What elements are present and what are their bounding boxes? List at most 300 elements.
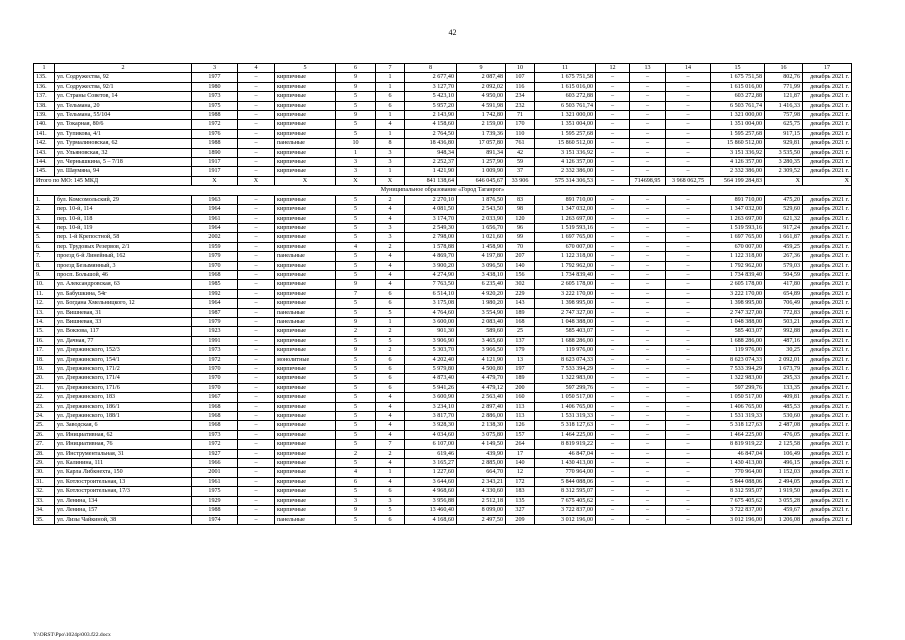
table-cell: – (238, 402, 275, 411)
table-cell: 948,34 (405, 148, 457, 157)
table-cell: – (666, 440, 711, 449)
table-cell: – (238, 449, 275, 458)
table-cell: кирпичные (275, 383, 336, 392)
table-cell: – (596, 327, 630, 336)
table-cell: 7 675 405,62 (711, 496, 765, 505)
table-cell: 1 (376, 167, 405, 176)
table-cell: 4. (34, 223, 55, 232)
table-cell: 136. (34, 82, 55, 91)
table-cell: – (666, 299, 711, 308)
table-cell: – (630, 82, 666, 91)
table-cell: декабрь 2021 г. (803, 92, 852, 101)
table-cell: X (336, 176, 376, 185)
table-cell: 5 (336, 214, 376, 223)
table-cell: 2 138,30 (457, 421, 506, 430)
total-label: Итого по МО: 145 МКД (34, 176, 192, 185)
table-cell: 3 (376, 148, 405, 157)
table-cell: кирпичные (275, 346, 336, 355)
table-cell: 15. (34, 327, 55, 336)
table-cell: – (596, 449, 630, 458)
table-cell: 597 299,76 (535, 383, 596, 392)
table-cell: X (376, 176, 405, 185)
table-cell: 7 763,50 (405, 280, 457, 289)
table-cell: – (596, 355, 630, 364)
table-cell: ул. Инструментальная, 31 (55, 449, 192, 458)
table-cell: 295,33 (765, 374, 803, 383)
table-cell: 2 747 327,00 (535, 308, 596, 317)
table-row (34, 440, 852, 449)
table-cell: – (630, 223, 666, 232)
table-cell: 2 143,90 (405, 111, 457, 120)
table-cell: – (666, 195, 711, 204)
table-cell: 6 (376, 101, 405, 110)
table-cell: пер. 1-й Крепостной, 58 (55, 233, 192, 242)
table-cell: декабрь 2021 г. (803, 252, 852, 261)
table-cell: 8 312 595,07 (535, 487, 596, 496)
table-row (34, 73, 852, 82)
table-cell: 664,70 (457, 468, 506, 477)
table-cell: декабрь 2021 г. (803, 327, 852, 336)
table-cell: 621,32 (765, 214, 803, 223)
table-cell: ул. Дзержинского, 186/1 (55, 402, 192, 411)
table-cell: декабрь 2021 г. (803, 477, 852, 486)
table-cell: 4 034,60 (405, 430, 457, 439)
table-cell: 1963 (192, 195, 238, 204)
table-cell: 232 (506, 101, 535, 110)
table-cell: 234 (506, 92, 535, 101)
table-cell: 13. (34, 308, 55, 317)
table-cell: декабрь 2021 г. (803, 289, 852, 298)
table-cell: декабрь 2021 г. (803, 129, 852, 138)
table-cell: – (666, 506, 711, 515)
table-cell: 9 (336, 111, 376, 120)
column-number: 17 (803, 64, 852, 73)
table-cell: 1 050 517,00 (711, 393, 765, 402)
table-cell: 172 (506, 477, 535, 486)
table-cell: 15 860 512,00 (711, 139, 765, 148)
table-cell: 1964 (192, 299, 238, 308)
table-cell: 1 739,36 (457, 129, 506, 138)
table-cell: – (596, 148, 630, 157)
table-cell: 5 (336, 252, 376, 261)
table-cell: 4 (376, 430, 405, 439)
table-cell: 1979 (192, 252, 238, 261)
table-cell: кирпичные (275, 73, 336, 82)
table-cell: – (630, 111, 666, 120)
table-cell: – (630, 299, 666, 308)
table-cell: 8 312 595,07 (711, 487, 765, 496)
table-cell: 487,16 (765, 336, 803, 345)
table-cell: 1923 (192, 327, 238, 336)
table-cell: 139. (34, 111, 55, 120)
table-cell: – (630, 402, 666, 411)
table-cell: 4 (376, 421, 405, 430)
table-cell: 1 351 004,00 (535, 120, 596, 129)
table-cell: 143. (34, 148, 55, 157)
table-cell: проезд Безымянный, 3 (55, 261, 192, 270)
table-cell: 5 (336, 92, 376, 101)
table-cell: панельные (275, 252, 336, 261)
table-cell: 5 (336, 393, 376, 402)
table-cell: 1 578,88 (405, 242, 457, 251)
table-cell: 4 081,50 (405, 205, 457, 214)
table-cell: 1968 (192, 412, 238, 421)
table-cell: 4 149,50 (457, 440, 506, 449)
table-row (34, 308, 852, 317)
table-cell: 264 (506, 440, 535, 449)
table-cell: 3 722 837,00 (535, 506, 596, 515)
table-row (34, 158, 852, 167)
table-cell: 1 (336, 148, 376, 157)
table-cell: 11. (34, 289, 55, 298)
table-cell: 135. (34, 73, 55, 82)
table-cell: 156 (506, 270, 535, 279)
table-cell: 1917 (192, 167, 238, 176)
table-cell: 3 900,20 (405, 261, 457, 270)
table-cell: кирпичные (275, 148, 336, 157)
table-cell: – (630, 412, 666, 421)
table-cell: – (238, 374, 275, 383)
table-cell: – (596, 365, 630, 374)
table-cell: 12 (506, 468, 535, 477)
table-cell: ул. Тупикова, 4/1 (55, 129, 192, 138)
table-cell: – (630, 487, 666, 496)
table-cell: 772,83 (765, 308, 803, 317)
table-cell: 1 347 032,00 (535, 205, 596, 214)
table-cell: 1 656,70 (457, 223, 506, 232)
table-cell: – (630, 421, 666, 430)
table-cell: ул. Тельмана, 55/104 (55, 111, 192, 120)
table-row (34, 487, 852, 496)
table-cell: 2 332 386,00 (535, 167, 596, 176)
table-row (34, 92, 852, 101)
table-cell: 5 (336, 129, 376, 138)
table-cell: 6 (376, 383, 405, 392)
table-cell: декабрь 2021 г. (803, 393, 852, 402)
table-cell: 564 199 284,83 (711, 176, 765, 185)
table-cell: 1972 (192, 440, 238, 449)
table-cell: 26. (34, 430, 55, 439)
table-cell: кирпичные (275, 289, 336, 298)
table-cell: 1 398 995,00 (535, 299, 596, 308)
table-cell: ул. Дзержинского, 152/3 (55, 346, 192, 355)
table-cell: 4 (376, 402, 405, 411)
table-cell: – (666, 101, 711, 110)
table-row (34, 242, 852, 251)
table-cell: декабрь 2021 г. (803, 280, 852, 289)
table-cell: 714698,95 (630, 176, 666, 185)
table-cell: – (596, 252, 630, 261)
table-cell: кирпичные (275, 223, 336, 232)
table-cell: – (666, 280, 711, 289)
table-cell: 30. (34, 468, 55, 477)
table-cell: – (666, 487, 711, 496)
table-cell: 1 792 962,00 (711, 261, 765, 270)
table-cell: кирпичные (275, 421, 336, 430)
table-cell: – (630, 289, 666, 298)
table-cell: 42 (506, 148, 535, 157)
table-cell: 2 332 386,00 (711, 167, 765, 176)
table-cell: 4 869,70 (405, 252, 457, 261)
table-cell: 5 (336, 402, 376, 411)
table-cell: кирпичные (275, 299, 336, 308)
table-cell: 1991 (192, 336, 238, 345)
table-cell: 1 406 765,00 (535, 402, 596, 411)
table-cell: – (596, 289, 630, 298)
table-row (34, 111, 852, 120)
table-cell: кирпичные (275, 129, 336, 138)
column-number-row (34, 64, 852, 73)
table-cell: 207 (506, 252, 535, 261)
table-cell: кирпичные (275, 158, 336, 167)
table-cell: 3 (376, 496, 405, 505)
table-cell: – (238, 308, 275, 317)
table-cell: декабрь 2021 г. (803, 402, 852, 411)
table-row (34, 430, 852, 439)
table-cell: 4 500,80 (457, 365, 506, 374)
table-cell: 2 605 178,00 (711, 280, 765, 289)
table-cell: 4 (376, 477, 405, 486)
table-cell: – (596, 92, 630, 101)
table-cell: – (596, 421, 630, 430)
table-cell: 7 (336, 289, 376, 298)
table-cell: 120 (506, 214, 535, 223)
table-cell: 5 957,20 (405, 101, 457, 110)
table-cell: – (238, 487, 275, 496)
table-cell: 5 (336, 270, 376, 279)
table-cell: 197 (506, 365, 535, 374)
table-cell: ул. Заводская, 6 (55, 421, 192, 430)
table-cell: – (666, 289, 711, 298)
table-cell: – (630, 205, 666, 214)
column-number: 10 (506, 64, 535, 73)
table-cell: пер. 10-й, 118 (55, 214, 192, 223)
table-cell: 1977 (192, 73, 238, 82)
table-cell: 1988 (192, 139, 238, 148)
table-cell: 6 (376, 515, 405, 524)
table-cell: 8. (34, 261, 55, 270)
table-cell: 1972 (192, 120, 238, 129)
table-cell: декабрь 2021 г. (803, 205, 852, 214)
table-cell: 1 321 000,00 (535, 111, 596, 120)
table-cell: 2002 (192, 233, 238, 242)
table-cell: 2 033,90 (457, 214, 506, 223)
table-cell: – (630, 459, 666, 468)
table-cell: 4 968,60 (405, 487, 457, 496)
table-cell: ул. Дачная, 77 (55, 336, 192, 345)
table-cell: 2 270,10 (405, 195, 457, 204)
table-cell: 302 (506, 280, 535, 289)
table-cell: 3 438,10 (457, 270, 506, 279)
table-cell: декабрь 2021 г. (803, 148, 852, 157)
table-cell: – (666, 148, 711, 157)
table-cell: 3 966,50 (457, 346, 506, 355)
table-cell: 579,03 (765, 261, 803, 270)
table-cell: – (666, 252, 711, 261)
table-cell: 670 007,00 (535, 242, 596, 251)
table-cell: 1 (376, 468, 405, 477)
table-cell: 6 (376, 92, 405, 101)
column-number: 4 (238, 64, 275, 73)
table-cell: 126 (506, 421, 535, 430)
table-cell: 2 083,40 (457, 317, 506, 326)
table-cell: – (238, 383, 275, 392)
table-cell: декабрь 2021 г. (803, 214, 852, 223)
table-cell: – (666, 92, 711, 101)
table-cell: 189 (506, 374, 535, 383)
column-number: 14 (666, 64, 711, 73)
table-cell: – (596, 383, 630, 392)
table-cell: 2 886,00 (457, 412, 506, 421)
table-cell: – (238, 327, 275, 336)
table-cell: 1 416,33 (765, 101, 803, 110)
table-cell: 18 436,80 (405, 139, 457, 148)
column-number: 5 (275, 64, 336, 73)
table-cell: 2 092,02 (457, 82, 506, 91)
table-cell: – (630, 506, 666, 515)
table-cell: декабрь 2021 г. (803, 336, 852, 345)
column-number: 1 (34, 64, 55, 73)
table-cell: панельные (275, 515, 336, 524)
table-cell: 4 873,40 (405, 374, 457, 383)
table-cell: 603 272,88 (535, 92, 596, 101)
table-cell: декабрь 2021 г. (803, 120, 852, 129)
table-cell: – (238, 129, 275, 138)
table-cell: – (596, 280, 630, 289)
table-cell: 160 (506, 393, 535, 402)
table-cell: 5. (34, 233, 55, 242)
table-cell: – (630, 214, 666, 223)
table-cell: кирпичные (275, 327, 336, 336)
table-cell: – (666, 515, 711, 524)
table-cell: ул. Богдана Хмельницкого, 12 (55, 299, 192, 308)
table-cell: 119 976,00 (535, 346, 596, 355)
table-cell: 670 007,00 (711, 242, 765, 251)
table-cell: ул. Ленина, 134 (55, 496, 192, 505)
table-cell: 7 533 394,29 (711, 365, 765, 374)
table-cell: 3 535,50 (765, 148, 803, 157)
table-cell: 140 (506, 261, 535, 270)
table-cell: 1985 (192, 280, 238, 289)
table-cell: кирпичные (275, 477, 336, 486)
table-cell: – (666, 205, 711, 214)
table-cell: – (238, 289, 275, 298)
table-cell: 4 (376, 412, 405, 421)
table-cell: – (630, 252, 666, 261)
table-cell: – (238, 148, 275, 157)
table-cell: 3 600,00 (405, 317, 457, 326)
table-cell: 4 (376, 205, 405, 214)
column-number: 8 (405, 64, 457, 73)
table-cell: 3 (376, 223, 405, 232)
table-cell: 2 309,52 (765, 167, 803, 176)
table-cell: 4 (336, 468, 376, 477)
table-cell: 17 (506, 449, 535, 458)
table-cell: 25 (506, 327, 535, 336)
table-cell: 1 009,90 (457, 167, 506, 176)
table-cell: – (630, 120, 666, 129)
table-cell: 1 263 697,00 (535, 214, 596, 223)
table-row (34, 289, 852, 298)
table-cell: ул. Дзержинского, 188/1 (55, 412, 192, 421)
table-cell: 3 175,08 (405, 299, 457, 308)
table-cell: 1966 (192, 459, 238, 468)
table-cell: – (238, 101, 275, 110)
table-cell: 6 107,00 (405, 440, 457, 449)
table-cell: 3 906,90 (405, 336, 457, 345)
table-cell: 3 280,35 (765, 158, 803, 167)
table-cell: – (596, 176, 630, 185)
table-cell: 589,60 (457, 327, 506, 336)
table-cell: – (238, 440, 275, 449)
table-cell: 1959 (192, 242, 238, 251)
table-cell: ул. Токарная, 80/6 (55, 120, 192, 129)
table-row (34, 120, 852, 129)
table-cell: 2 677,40 (405, 73, 457, 82)
table-row (34, 233, 852, 242)
table-cell: 46 847,04 (711, 449, 765, 458)
table-cell: кирпичные (275, 233, 336, 242)
table-cell: 209 (506, 515, 535, 524)
table-row (34, 101, 852, 110)
table-cell: 917,24 (765, 223, 803, 232)
table-cell: – (630, 129, 666, 138)
table-cell: 1 321 000,00 (711, 111, 765, 120)
table-cell: 1 322 983,00 (711, 374, 765, 383)
table-cell: 137 (506, 336, 535, 345)
table-cell: – (630, 430, 666, 439)
table-cell: 183 (506, 487, 535, 496)
table-cell: – (238, 393, 275, 402)
table-cell: 83 (506, 195, 535, 204)
table-cell: ул. Дзержинского, 183 (55, 393, 192, 402)
table-cell: – (596, 496, 630, 505)
table-cell: 4 158,60 (405, 120, 457, 129)
table-cell: 6 514,10 (405, 289, 457, 298)
table-cell: – (666, 120, 711, 129)
table-cell: ул. Дзержинского, 154/1 (55, 355, 192, 364)
table-cell: 21. (34, 383, 55, 392)
table-cell: ул. Чернышкина, 5 – 7/18 (55, 158, 192, 167)
table-cell: декабрь 2021 г. (803, 355, 852, 364)
table-cell: кирпичные (275, 242, 336, 251)
table-row (34, 374, 852, 383)
table-cell: – (596, 412, 630, 421)
table-cell: – (630, 440, 666, 449)
table-cell: 7 675 405,62 (535, 496, 596, 505)
table-cell: – (666, 158, 711, 167)
table-cell: 19. (34, 365, 55, 374)
table-cell: 459,67 (765, 506, 803, 515)
table-cell: – (666, 82, 711, 91)
total-row (34, 176, 852, 185)
table-cell: пер. Трудовых Резервов, 2/1 (55, 242, 192, 251)
table-cell: – (666, 242, 711, 251)
table-cell: ул. Инициативная, 62 (55, 430, 192, 439)
table-cell: 2 (376, 242, 405, 251)
table-cell: 6 (376, 365, 405, 374)
table-cell: 170 (506, 120, 535, 129)
table-cell: 4 (376, 120, 405, 129)
table-cell: декабрь 2021 г. (803, 270, 852, 279)
table-cell: – (630, 393, 666, 402)
table-cell: 35. (34, 515, 55, 524)
table-cell: 5 (336, 336, 376, 345)
table-cell: 1992 (192, 289, 238, 298)
table-cell: просп. Большой, 46 (55, 270, 192, 279)
table-cell: 4 330,60 (457, 487, 506, 496)
table-cell: 529,60 (765, 205, 803, 214)
